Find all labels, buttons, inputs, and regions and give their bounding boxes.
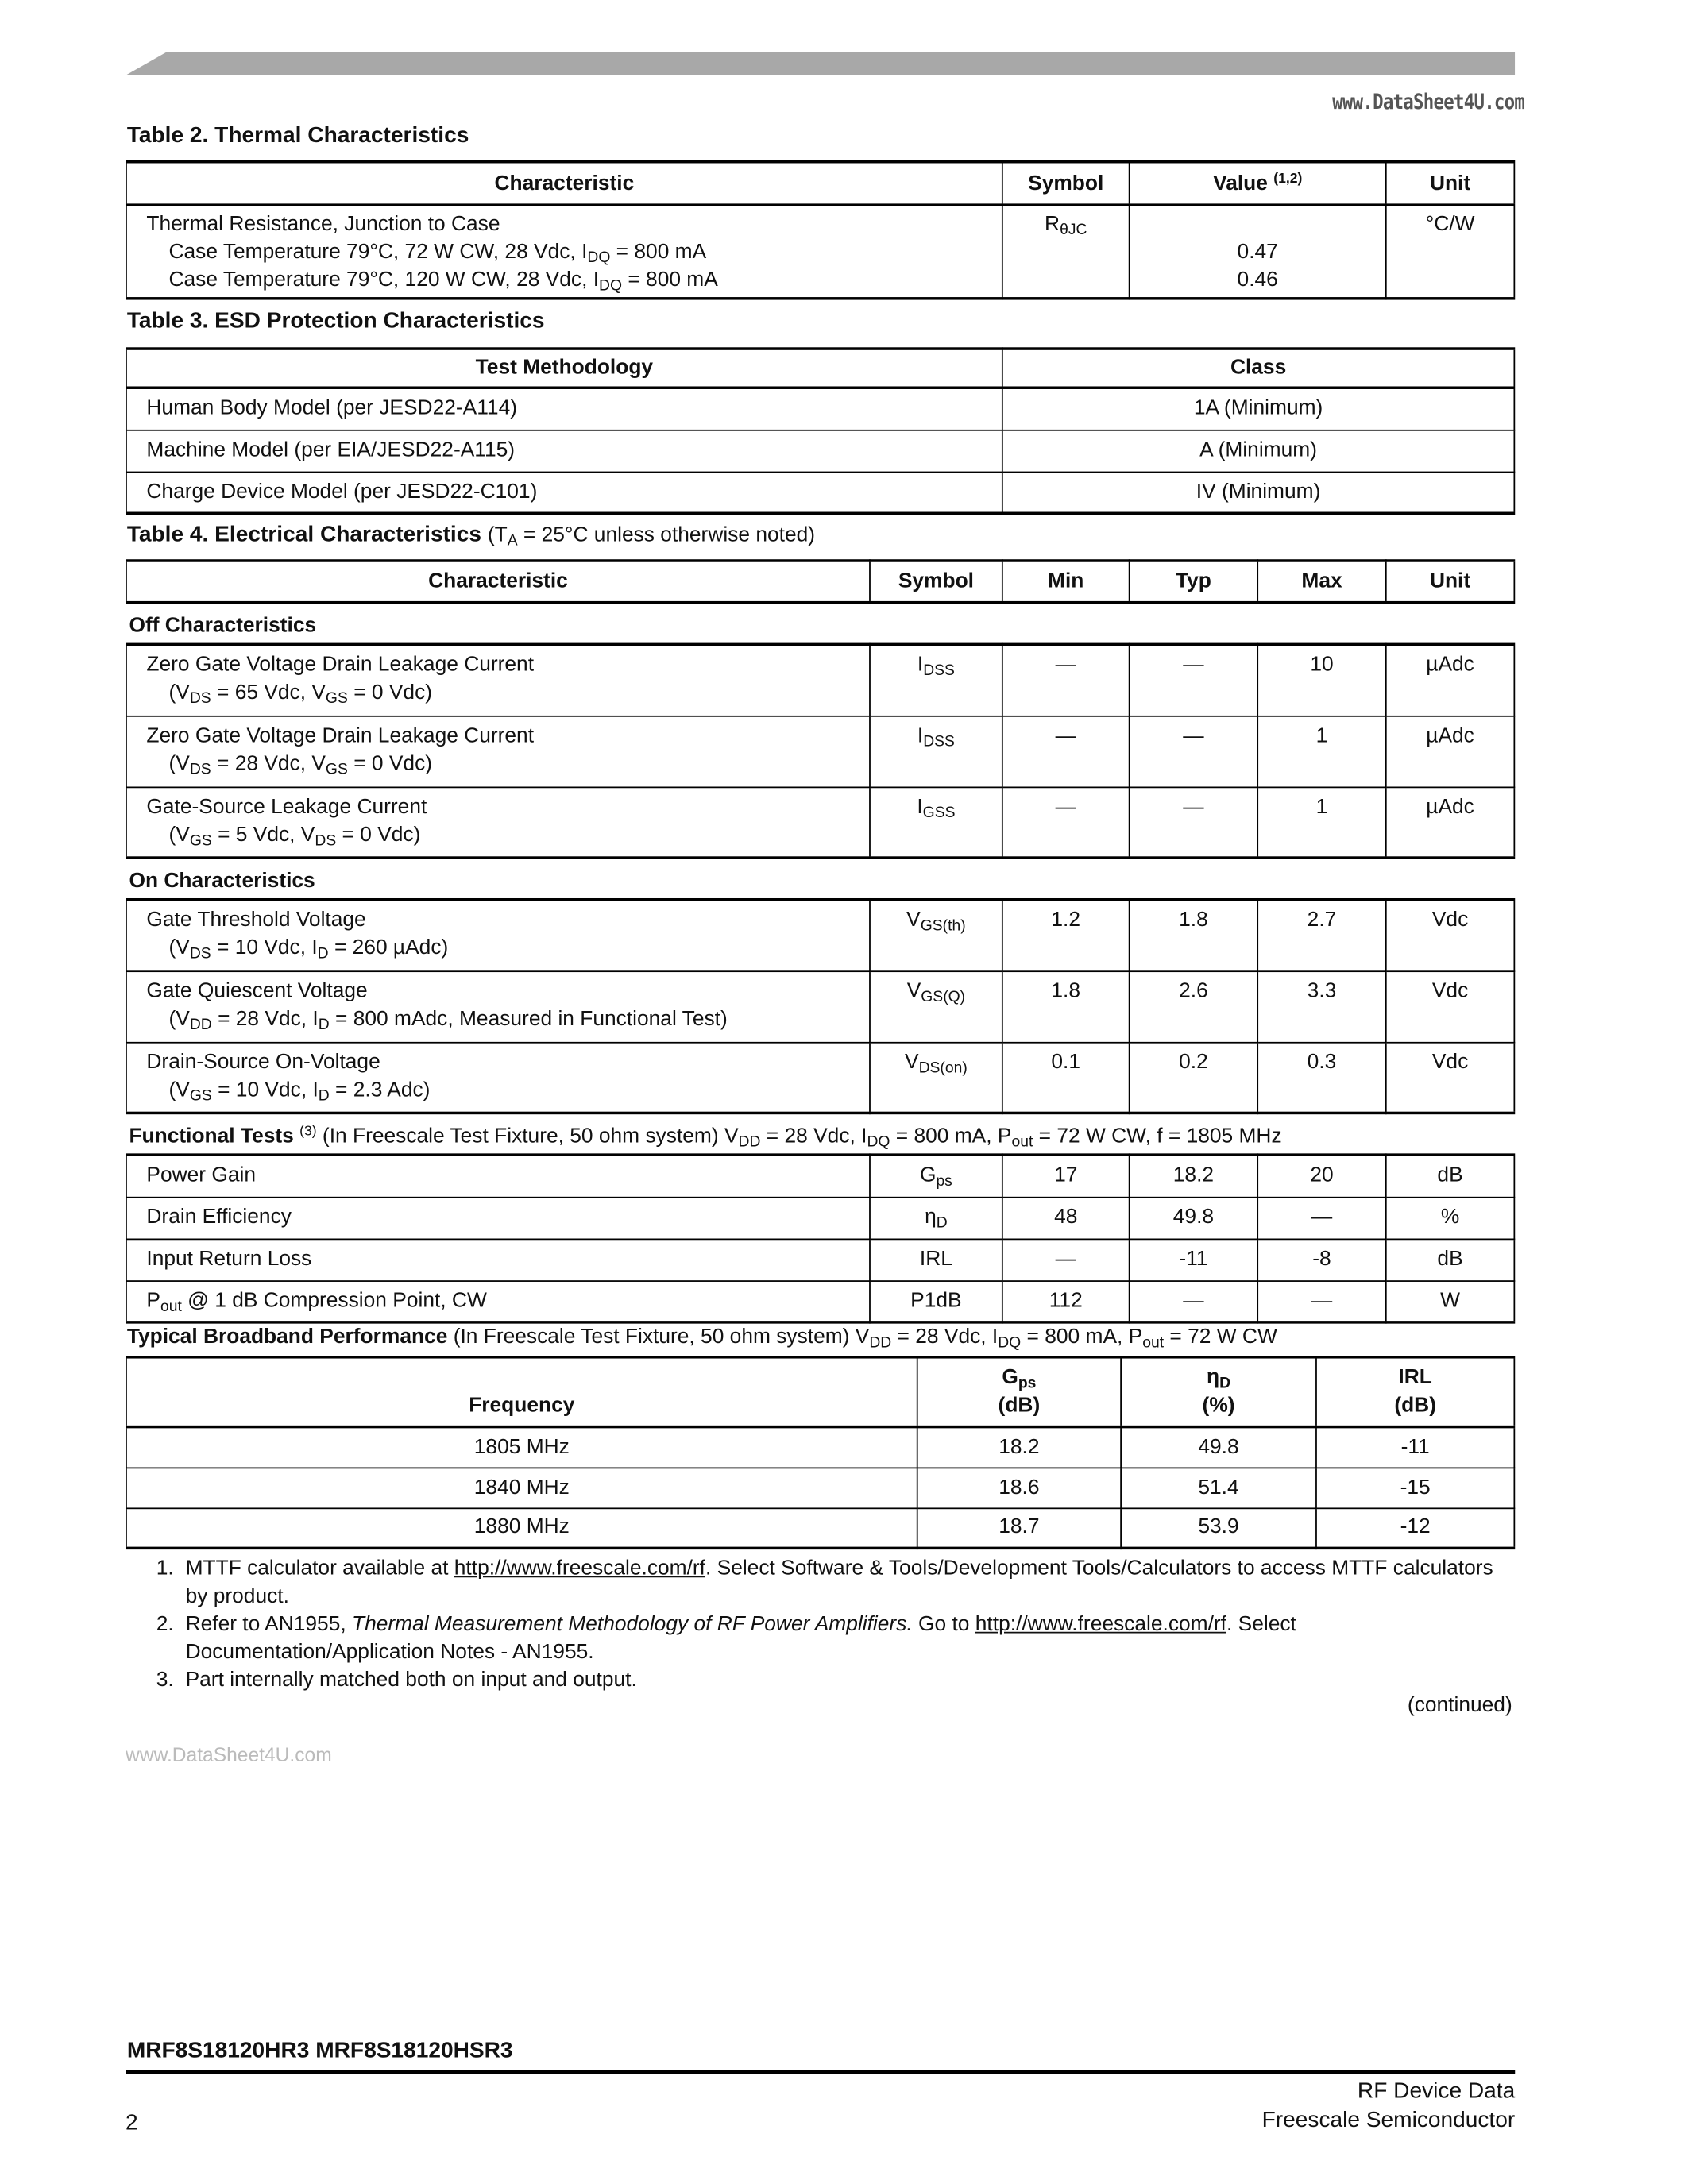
header-row (126, 162, 1514, 205)
header-row (126, 349, 1514, 388)
section-row-functional (126, 1113, 1514, 1155)
footnote-number: 3. (156, 1668, 174, 1692)
text-sub: ps (1018, 1375, 1037, 1392)
header-line: (dB) (998, 1393, 1041, 1418)
efficiency-cell: 51.4 (1121, 1468, 1316, 1508)
cell-line: Gate Threshold Voltage (146, 908, 366, 932)
text-sub: DS (189, 690, 211, 708)
text-sub: DQ (599, 277, 623, 295)
min-cell: 1.2 (1002, 900, 1130, 971)
symbol-cell: IRL (870, 1239, 1002, 1281)
typ-cell: 2.6 (1130, 970, 1258, 1042)
continued-label: (continued) (1407, 1693, 1512, 1717)
typ-cell: 18.2 (1130, 1155, 1258, 1197)
cell-line: Power Gain (146, 1163, 257, 1187)
symbol-cell: $V_{GS(Q)}$ (870, 970, 1002, 1042)
text-sub: GS (189, 832, 212, 849)
column-header: Min (1002, 561, 1130, 603)
symbol-cell: $R_{\theta JC}$ (1002, 205, 1130, 299)
text-sup: (1,2) (1273, 171, 1303, 187)
header-bar (126, 52, 1515, 75)
symbol-cell: $I_{DSS}$ (870, 716, 1002, 787)
text-b: Functional Tests (129, 1124, 300, 1148)
class-cell: IV (Minimum) (1002, 472, 1515, 514)
characteristic-cell (126, 900, 870, 971)
header-line: Frequency (469, 1393, 575, 1418)
table-row (126, 1427, 1514, 1468)
max-cell: 2.7 (1257, 900, 1386, 971)
footnote-text: Part internally matched both on input and output. (185, 1668, 637, 1692)
max-cell: 20 (1257, 1155, 1386, 1197)
text-sub: D (317, 945, 329, 963)
symbol-cell: P1dB (870, 1280, 1002, 1322)
footnote-number: 1. (156, 1556, 174, 1580)
footnotes (156, 1555, 1496, 1695)
esd-table (126, 347, 1515, 515)
typ-cell: — (1130, 716, 1258, 787)
text-sub: out (1142, 1334, 1165, 1352)
text-sub: GS(th) (920, 917, 966, 935)
text-sub: DQ (998, 1334, 1022, 1352)
text-sub: DQ (587, 249, 611, 267)
column-header (126, 1357, 917, 1427)
symbol-cell: $V_{GS(th)}$ (870, 900, 1002, 971)
symbol-cell: $I_{GSS}$ (870, 786, 1002, 858)
characteristic-cell (126, 786, 870, 858)
unit-cell: % (1386, 1197, 1515, 1239)
cell-line: ($V_{DD} = 28$ Vdc, $I_D = 800$ mAdc, Measured in Functional Test) (168, 1006, 728, 1033)
table-row (126, 1280, 1514, 1322)
symbol-cell: $G_{ps}$ (870, 1155, 1002, 1197)
max-cell: — (1257, 1197, 1386, 1239)
irl-cell: -11 (1316, 1427, 1514, 1468)
text-sub: DD (869, 1334, 892, 1352)
column-header: Characteristic (126, 561, 870, 603)
symbol-cell: $I_{DSS}$ (870, 644, 1002, 716)
text-sub: D (1219, 1375, 1231, 1392)
text-sup: (3) (299, 1124, 317, 1140)
cell-line: Zero Gate Voltage Drain Leakage Current (146, 652, 535, 677)
unit-cell: µAdc (1386, 644, 1515, 716)
header-line: IRL (1398, 1365, 1432, 1390)
text-b: Typical Broadband Performance (126, 1325, 448, 1349)
footnote (156, 1555, 1496, 1611)
table-row (126, 786, 1514, 858)
gps-cell: 18.7 (917, 1507, 1121, 1548)
link[interactable]: http://www.freescale.com/rf (454, 1556, 706, 1580)
table-row (126, 716, 1514, 787)
characteristic-cell (126, 1197, 870, 1239)
typ-cell: — (1130, 644, 1258, 716)
text-sub: DS (189, 945, 211, 963)
min-cell: 112 (1002, 1280, 1130, 1322)
symbol-cell: $\eta_D$ (870, 1197, 1002, 1239)
max-cell: 1 (1257, 716, 1386, 787)
footnote (156, 1611, 1496, 1666)
table2-title: Table 2. Thermal Characteristics (126, 124, 469, 149)
characteristic-cell (126, 205, 1002, 299)
min-cell: — (1002, 644, 1130, 716)
section-row-off (126, 603, 1514, 645)
cell-line: Drain Efficiency (146, 1204, 292, 1229)
column-header: Max (1257, 561, 1386, 603)
column-header: Unit (1386, 561, 1515, 603)
table-row (126, 388, 1514, 430)
test-method-cell: Human Body Model (per JESD22-A114) (126, 388, 1002, 430)
gps-cell: 18.2 (917, 1427, 1121, 1468)
text-sub: DSS (923, 662, 955, 680)
frequency-cell: 1805 MHz (126, 1427, 917, 1468)
frequency-cell: 1840 MHz (126, 1468, 917, 1508)
min-cell: — (1002, 1239, 1130, 1281)
gps-cell: 18.6 (917, 1468, 1121, 1508)
unit-cell: dB (1386, 1155, 1515, 1197)
text-sub: θJC (1060, 222, 1087, 239)
table-row (126, 970, 1514, 1042)
footnote-text: MTTF calculator available at http://www.freescale.com/rf. Select Software & Tools/Development Tools/Calculators to access MTTF calculators by product. (185, 1556, 1493, 1608)
max-cell: 3.3 (1257, 970, 1386, 1042)
header-line: (dB) (1394, 1393, 1437, 1418)
column-header (917, 1357, 1121, 1427)
header-row (126, 561, 1514, 603)
cell-line: ($V_{DS} = 28$ Vdc, $V_{GS} = 0$ Vdc) (168, 751, 433, 778)
max-cell: 10 (1257, 644, 1386, 716)
table-row (126, 1155, 1514, 1197)
max-cell: 1 (1257, 786, 1386, 858)
table-row (126, 644, 1514, 716)
value-cell (1130, 205, 1386, 299)
unit-cell: Vdc (1386, 970, 1515, 1042)
typ-cell: — (1130, 1280, 1258, 1322)
table-row (126, 1468, 1514, 1508)
typ-cell: -11 (1130, 1239, 1258, 1281)
text-sub: GS(Q) (921, 988, 966, 1005)
text-sub: GSS (922, 804, 956, 821)
value: 0.47 (1237, 240, 1278, 264)
cell-line: Zero Gate Voltage Drain Leakage Current (146, 723, 535, 747)
unit-cell: µAdc (1386, 786, 1515, 858)
column-header: Test Methodology (126, 349, 1002, 388)
cell-line: ($V_{GS} = 5$ Vdc, $V_{DS} = 0$ Vdc) (168, 822, 421, 849)
value (1130, 210, 1385, 238)
watermark-mid: www.DataSheet4U.com (126, 1743, 332, 1766)
text-i: Thermal Measurement Methodology of RF Power Amplifiers. (352, 1612, 913, 1637)
typ-cell: 49.8 (1130, 1197, 1258, 1239)
header-line: (%) (1202, 1393, 1235, 1418)
class-cell: 1A (Minimum) (1002, 388, 1515, 430)
irl-cell: -12 (1316, 1507, 1514, 1548)
test-method-cell: Charge Device Model (per JESD22-C101) (126, 472, 1002, 514)
cell-line: ($V_{DS} = 65$ Vdc, $V_{GS} = 0$ Vdc) (168, 681, 433, 708)
column-header (1121, 1357, 1316, 1427)
text-sub: DD (738, 1133, 761, 1151)
footnote (156, 1667, 1496, 1695)
typ-cell: — (1130, 786, 1258, 858)
unit-cell: dB (1386, 1239, 1515, 1281)
part-numbers: MRF8S18120HR3 MRF8S18120HSR3 (126, 2039, 513, 2063)
characteristic-cell (126, 1155, 870, 1197)
symbol-cell: $V_{DS(on)}$ (870, 1042, 1002, 1113)
watermark: www.DataSheet4U.com (1332, 89, 1525, 115)
footnote-number: 2. (156, 1612, 174, 1637)
cell-line: Case Temperature 79°C, 72 W CW, 28 Vdc, $I_{DQ} = 800$ mA (168, 240, 707, 267)
section-label: Off Characteristics (126, 603, 1514, 645)
table-row (126, 1239, 1514, 1281)
efficiency-cell: 49.8 (1121, 1427, 1316, 1468)
broadband-table (126, 1356, 1515, 1549)
irl-cell: -15 (1316, 1468, 1514, 1508)
text-sub: DS (189, 761, 211, 778)
table-row (126, 430, 1514, 472)
text-sub: GS (325, 690, 348, 708)
table-row (126, 1507, 1514, 1548)
min-cell: — (1002, 716, 1130, 787)
min-cell: 0.1 (1002, 1042, 1130, 1113)
text-sub: D (318, 1016, 330, 1033)
text-sub: GS (189, 1086, 212, 1105)
class-cell: A (Minimum) (1002, 430, 1515, 472)
text-sub: out (1011, 1133, 1033, 1151)
footer-line1: RF Device Data (1357, 2079, 1516, 2104)
characteristic-cell (126, 970, 870, 1042)
characteristic-cell (126, 1239, 870, 1281)
max-cell: 0.3 (1257, 1042, 1386, 1113)
cell-line: $P_{out}$ @ 1 dB Compression Point, CW (146, 1287, 487, 1315)
text-sub: DS(on) (918, 1059, 968, 1076)
cell-line: Input Return Loss (146, 1246, 312, 1271)
header-line: $\eta_D$ (1207, 1365, 1231, 1392)
electrical-table (126, 559, 1515, 1323)
cell-line: Case Temperature 79°C, 120 W CW, 28 Vdc, $I_{DQ} = 800$ mA (168, 268, 718, 295)
column-header: Typ (1130, 561, 1258, 603)
section-label: On Characteristics (126, 858, 1514, 900)
test-method-cell: Machine Model (per EIA/JESD22-A115) (126, 430, 1002, 472)
section-row-on (126, 858, 1514, 900)
table3-title: Table 3. ESD Protection Characteristics (126, 309, 545, 334)
table-row (126, 1042, 1514, 1113)
cell-line: Gate-Source Leakage Current (146, 794, 427, 819)
header-line: $G_{ps}$ (1002, 1365, 1037, 1392)
table4-title-note: ($T_A = 25^\circ C$ unless otherwise noted) (487, 523, 816, 550)
value: 0.46 (1237, 268, 1278, 292)
column-header: Symbol (1002, 162, 1130, 205)
text-sub: DQ (867, 1133, 890, 1151)
footnote-text: Refer to AN1955, Thermal Measurement Methodology of RF Power Amplifiers. Go to http://www.freescale.com/rf. Select Documentation/Application Notes - AN1955. (185, 1612, 1296, 1665)
footer-line2: Freescale Semiconductor (1261, 2109, 1516, 2133)
characteristic-cell (126, 644, 870, 716)
column-header (1316, 1357, 1514, 1427)
text-sub: out (160, 1298, 182, 1315)
text-sub: DD (189, 1016, 212, 1033)
max-cell: -8 (1257, 1239, 1386, 1281)
min-cell: 1.8 (1002, 970, 1130, 1042)
column-header: Characteristic (126, 162, 1002, 205)
table-row (126, 472, 1514, 514)
broadband-title: Typical Broadband Performance (In Freescale Test Fixture, 50 ohm system) $V_{DD} = 28$ Vdc, $I_{DQ} = 800$ mA, $P_{out} = 72$ W CW (126, 1325, 1277, 1352)
min-cell: 48 (1002, 1197, 1130, 1239)
column-header: Unit (1386, 162, 1515, 205)
column-header: Value $^{(1,2)}$ (1130, 162, 1386, 205)
cell-line: Drain-Source On-Voltage (146, 1049, 380, 1074)
efficiency-cell: 53.9 (1121, 1507, 1316, 1548)
text-sub: A (507, 532, 518, 550)
text-sub: ps (936, 1172, 952, 1190)
characteristic-cell (126, 716, 870, 787)
text-sub: DS (315, 832, 337, 849)
text-sub: GS (325, 761, 348, 778)
min-cell: — (1002, 786, 1130, 858)
typ-cell: 0.2 (1130, 1042, 1258, 1113)
text-sub: DSS (923, 732, 955, 750)
text-sub: D (936, 1214, 948, 1231)
unit-cell: °C/W (1386, 205, 1515, 299)
typ-cell: 1.8 (1130, 900, 1258, 971)
cell-line: ($V_{DS} = 10$ Vdc, $I_D = 260$ µAdc) (168, 936, 449, 963)
thermal-table (126, 160, 1515, 300)
text-sub: D (318, 1086, 330, 1105)
column-header: Symbol (870, 561, 1002, 603)
cell-line: Thermal Resistance, Junction to Case (146, 211, 500, 236)
cell-line: ($V_{GS} = 10$ Vdc, $I_D = 2.3$ Adc) (168, 1077, 431, 1105)
characteristic-cell (126, 1280, 870, 1322)
table4-title-text: Table 4. Electrical Characteristics (126, 523, 481, 547)
characteristic-cell (126, 1042, 870, 1113)
link[interactable]: http://www.freescale.com/rf (975, 1612, 1227, 1637)
unit-cell: W (1386, 1280, 1515, 1322)
footer-rule (126, 2070, 1515, 2074)
section-label: Functional Tests $^{(3)}$ (In Freescale Test Fixture, 50 ohm system) $V_{DD} = 28$ Vdc, $I_{DQ} = 800$ mA, $P_{out} = 72$ W CW, f = 1805 MHz (126, 1113, 1514, 1155)
page-number: 2 (126, 2111, 138, 2136)
unit-cell: µAdc (1386, 716, 1515, 787)
column-header: Class (1002, 349, 1515, 388)
unit-cell: Vdc (1386, 1042, 1515, 1113)
table-row (126, 900, 1514, 971)
table4-title (127, 523, 815, 549)
frequency-cell: 1880 MHz (126, 1507, 917, 1548)
table-row (126, 205, 1514, 299)
unit-cell: Vdc (1386, 900, 1515, 971)
table-row (126, 1197, 1514, 1239)
max-cell: — (1257, 1280, 1386, 1322)
cell-line: Gate Quiescent Voltage (146, 978, 368, 1002)
min-cell: 17 (1002, 1155, 1130, 1197)
header-row (126, 1357, 1514, 1427)
